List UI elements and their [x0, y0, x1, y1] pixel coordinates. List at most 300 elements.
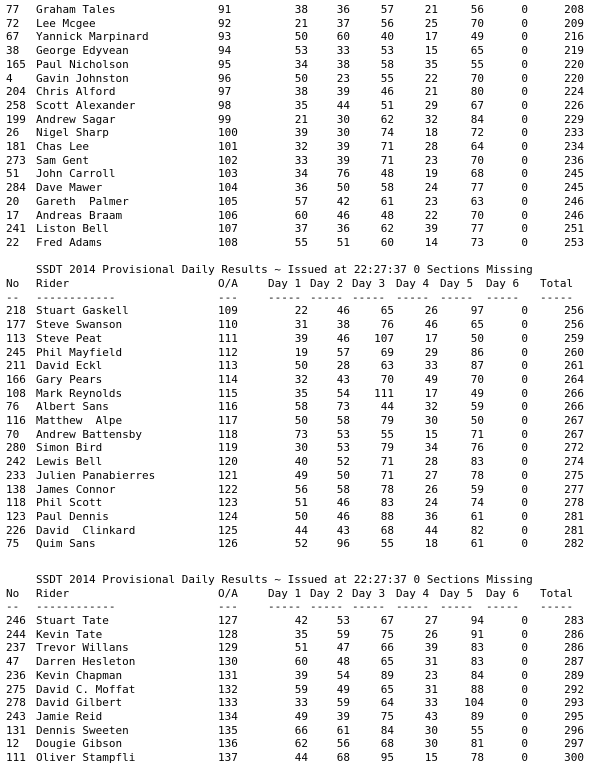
rider-name: Paul Nicholson: [36, 57, 129, 71]
overall-position: 110: [218, 318, 238, 332]
rider-number: 113: [6, 331, 26, 345]
day-1-score: 34: [294, 57, 308, 71]
day-5-score: 78: [470, 751, 484, 765]
rider-name: Quim Sans: [36, 537, 96, 551]
table-row: [0, 373, 600, 387]
day-2-score: 43: [336, 523, 350, 537]
rider-name: Graham Tales: [36, 3, 116, 16]
table-row: [0, 99, 600, 113]
rider-name: Matthew Alpe: [36, 414, 123, 427]
overall-position: 131: [218, 668, 238, 682]
rider-number: 38: [6, 44, 20, 58]
day-3-score: 74: [380, 126, 394, 140]
overall-position: 105: [218, 194, 238, 208]
day-5-score: 65: [470, 318, 484, 332]
day-4-score: 44: [424, 523, 438, 537]
day-1-score: 60: [294, 655, 308, 669]
day-5-score: 49: [470, 30, 484, 44]
day-5-score: 49: [470, 386, 484, 400]
day-6-score: 0: [521, 235, 528, 249]
rider-number: 166: [6, 372, 26, 386]
total-score: 293: [564, 696, 584, 710]
day-6-score: 0: [521, 318, 528, 332]
rider-number: 75: [6, 537, 20, 551]
rider-name: Fred Adams: [36, 235, 103, 249]
day-2-score: 39: [336, 85, 350, 99]
overall-position: 122: [218, 482, 238, 496]
total-score: 287: [564, 655, 584, 669]
day-4-score: 39: [424, 222, 438, 236]
overall-position: 98: [218, 98, 232, 112]
day-5-score: 78: [470, 468, 484, 482]
section-title: [0, 263, 600, 277]
day-1-score: 39: [294, 668, 308, 682]
overall-position-underline: ---: [218, 290, 238, 304]
day-4-score-header: Day 4: [396, 586, 430, 600]
rider-number: 284: [6, 181, 26, 195]
day-6-score: 0: [521, 30, 528, 44]
day-1-score: 36: [294, 181, 308, 195]
day-4-score: 22: [424, 71, 438, 85]
day-3-score: 57: [380, 3, 394, 16]
table-row: [0, 44, 600, 58]
day-5-score: 70: [470, 16, 484, 30]
day-5-score: 67: [470, 98, 484, 112]
total-score: 220: [564, 57, 584, 71]
rider-number: 241: [6, 222, 26, 236]
day-2-score: 37: [336, 16, 350, 30]
day-3-score: 66: [380, 641, 394, 655]
day-1-score: 60: [294, 208, 308, 222]
day-2-score: 76: [336, 167, 350, 181]
day-3-score: 44: [380, 400, 394, 414]
total-score: 256: [564, 318, 584, 332]
day-4-score: 33: [424, 696, 438, 710]
day-2-score: 30: [336, 112, 350, 126]
day-6-score: 0: [521, 696, 528, 710]
overall-position: 93: [218, 30, 232, 44]
day-5-score: 97: [470, 304, 484, 318]
rider-name: Kevin Tate: [36, 627, 103, 641]
rider-number: 76: [6, 400, 20, 414]
rider-number: 233: [6, 468, 26, 482]
rider-name: Dave Mawer: [36, 181, 103, 195]
day-2-score: 73: [336, 400, 350, 414]
day-2-score: 60: [336, 30, 350, 44]
table-row: [0, 222, 600, 236]
day-3-score: 48: [380, 167, 394, 181]
day-3-score: 46: [380, 85, 394, 99]
day-1-score: 21: [294, 16, 308, 30]
day-6-score-underline: -----: [486, 290, 520, 304]
rider-name: Steve Swanson: [36, 318, 123, 332]
table-row: [0, 414, 600, 428]
overall-position: 130: [218, 655, 238, 669]
rider-number: 246: [6, 614, 26, 628]
day-1-score: 49: [294, 709, 308, 723]
day-5-score: 71: [470, 427, 484, 441]
table-row: [0, 304, 600, 318]
day-2-score: 68: [336, 751, 350, 765]
day-5-score: 74: [470, 496, 484, 510]
day-5-score: 55: [470, 57, 484, 71]
table-row: [0, 751, 600, 765]
day-3-score: 83: [380, 496, 394, 510]
overall-position: 104: [218, 181, 238, 195]
day-5-score: 83: [470, 655, 484, 669]
day-1-score: 56: [294, 482, 308, 496]
rider-name: Scott Alexander: [36, 98, 136, 112]
day-6-score: 0: [521, 509, 528, 523]
day-3-score: 62: [380, 112, 394, 126]
rider-name: Paul Dennis: [36, 509, 109, 523]
day-6-score: 0: [521, 482, 528, 496]
day-1-score: 39: [294, 331, 308, 345]
day-4-score: 26: [424, 304, 438, 318]
rider-number: 278: [6, 696, 26, 710]
overall-position: 99: [218, 112, 232, 126]
day-3-score: 79: [380, 441, 394, 455]
overall-position: 113: [218, 359, 238, 373]
day-4-score: 46: [424, 318, 438, 332]
table-row: [0, 469, 600, 483]
total-score: 296: [564, 723, 584, 737]
day-5-score: 77: [470, 181, 484, 195]
day-3-score: 40: [380, 30, 394, 44]
table-row: [0, 140, 600, 154]
total-score: 246: [564, 194, 584, 208]
day-1-score: 32: [294, 372, 308, 386]
rider-name: Stuart Tate: [36, 614, 109, 628]
overall-position: 94: [218, 44, 232, 58]
rider-name: Lewis Bell: [36, 455, 103, 469]
rider-number: 199: [6, 112, 26, 126]
total-score: 219: [564, 44, 584, 58]
rider-name: Gareth Palmer: [36, 194, 129, 208]
rider-number: 273: [6, 153, 26, 167]
day-1-score: 73: [294, 427, 308, 441]
day-1-score: 38: [294, 85, 308, 99]
day-6-score: 0: [521, 455, 528, 469]
overall-position-underline: ---: [218, 600, 238, 614]
rider-name: Chas Lee: [36, 140, 89, 153]
rider-number: 211: [6, 359, 26, 373]
day-4-score: 14: [424, 235, 438, 249]
rider-name: Gavin Johnston: [36, 71, 129, 85]
day-3-score: 51: [380, 98, 394, 112]
day-6-score: 0: [521, 496, 528, 510]
day-1-score: 34: [294, 167, 308, 181]
table-row: [0, 428, 600, 442]
day-4-score-header: Day 4: [396, 277, 430, 290]
day-6-score-header: Day 6: [486, 586, 520, 600]
day-5-score: 77: [470, 222, 484, 236]
day-2-score: 46: [336, 331, 350, 345]
overall-position: 111: [218, 331, 238, 345]
day-3-score: 58: [380, 57, 394, 71]
table-row: [0, 641, 600, 655]
day-1-score: 44: [294, 751, 308, 765]
day-2-score: 39: [336, 153, 350, 167]
day-4-score: 17: [424, 30, 438, 44]
day-4-score: 21: [424, 85, 438, 99]
overall-position: 108: [218, 235, 238, 249]
day-6-score-underline: -----: [486, 600, 520, 614]
rider-number: 245: [6, 345, 26, 359]
overall-position: 129: [218, 641, 238, 655]
rider-number: 131: [6, 723, 26, 737]
day-1-score: 35: [294, 98, 308, 112]
day-5-score: 56: [470, 3, 484, 16]
day-5-score: 73: [470, 235, 484, 249]
day-1-score: 50: [294, 71, 308, 85]
day-3-score: 56: [380, 16, 394, 30]
day-4-score: 34: [424, 441, 438, 455]
table-row: [0, 400, 600, 414]
day-4-score: 23: [424, 668, 438, 682]
day-6-score: 0: [521, 751, 528, 765]
day-3-score: 65: [380, 655, 394, 669]
day-2-score: 61: [336, 723, 350, 737]
day-4-score-underline: -----: [396, 290, 430, 304]
day-2-score: 47: [336, 641, 350, 655]
overall-position: 125: [218, 523, 238, 537]
day-3-score: 61: [380, 194, 394, 208]
table-row: [0, 318, 600, 332]
day-4-score: 28: [424, 455, 438, 469]
day-4-score: 33: [424, 359, 438, 373]
day-1-score: 37: [294, 222, 308, 236]
table-row: [0, 113, 600, 127]
total-score: 259: [564, 331, 584, 345]
day-1-score: 62: [294, 737, 308, 751]
day-5-score: 70: [470, 372, 484, 386]
total-score: 274: [564, 455, 584, 469]
day-1-score: 21: [294, 112, 308, 126]
day-1-score: 30: [294, 441, 308, 455]
total-score: 253: [564, 235, 584, 249]
day-4-score: 26: [424, 627, 438, 641]
day-6-score: 0: [521, 85, 528, 99]
total-score: 286: [564, 627, 584, 641]
day-6-score: 0: [521, 668, 528, 682]
day-4-score: 36: [424, 509, 438, 523]
overall-position: 127: [218, 614, 238, 628]
overall-position: 136: [218, 737, 238, 751]
day-1-score: 55: [294, 235, 308, 249]
rider-name: Phil Scott: [36, 496, 103, 510]
rider-name: Kevin Chapman: [36, 668, 123, 682]
day-2-score-underline: -----: [310, 290, 344, 304]
day-3-score: 64: [380, 696, 394, 710]
day-5-score: 72: [470, 126, 484, 140]
rider-name: Dougie Gibson: [36, 737, 123, 751]
day-5-score: 70: [470, 208, 484, 222]
day-6-score: 0: [521, 614, 528, 628]
overall-position: 100: [218, 126, 238, 140]
overall-position: 117: [218, 414, 238, 427]
table-row: [0, 346, 600, 360]
section-title: [0, 573, 600, 587]
table-row: [0, 126, 600, 140]
day-4-score: 26: [424, 482, 438, 496]
day-1-score: 53: [294, 44, 308, 58]
total-score: 209: [564, 16, 584, 30]
day-1-score: 35: [294, 627, 308, 641]
rider-number: 237: [6, 641, 26, 655]
day-1-score: 49: [294, 468, 308, 482]
day-3-score: 67: [380, 614, 394, 628]
day-4-score: 17: [424, 386, 438, 400]
table-row: [0, 332, 600, 346]
day-4-score: 35: [424, 57, 438, 71]
day-3-score: 71: [380, 153, 394, 167]
header-underline: [0, 600, 600, 614]
overall-position-header: O/A: [218, 277, 238, 290]
day-6-score: 0: [521, 222, 528, 236]
day-4-score: 30: [424, 414, 438, 427]
rider-name-header: Rider: [36, 277, 70, 290]
total-score: 234: [564, 140, 584, 153]
day-1-score: 51: [294, 641, 308, 655]
rider-name-header: Rider: [36, 586, 70, 600]
rider-name: Simon Bird: [36, 441, 103, 455]
table-row: [0, 441, 600, 455]
day-1-score: 51: [294, 496, 308, 510]
day-4-score: 23: [424, 153, 438, 167]
day-2-score: 59: [336, 627, 350, 641]
rider-number: 177: [6, 318, 26, 332]
total-score: 297: [564, 737, 584, 751]
total-score-header: Total: [540, 586, 574, 600]
day-4-score: 32: [424, 400, 438, 414]
rider-number: 72: [6, 16, 20, 30]
day-3-score: 111: [374, 386, 394, 400]
overall-position: 107: [218, 222, 238, 236]
day-3-score: 65: [380, 304, 394, 318]
day-2-score-header: Day 2: [310, 586, 344, 600]
day-3-score: 89: [380, 668, 394, 682]
day-6-score: 0: [521, 140, 528, 153]
overall-position: 112: [218, 345, 238, 359]
day-5-score: 104: [464, 696, 484, 710]
rider-name: Yannick Marpinard: [36, 30, 149, 44]
rider-number: 111: [6, 751, 26, 765]
day-3-score: 65: [380, 682, 394, 696]
rider-number: 47: [6, 655, 20, 669]
rider-number: 116: [6, 414, 26, 427]
day-6-score: 0: [521, 345, 528, 359]
total-score: 266: [564, 400, 584, 414]
table-row: [0, 3, 600, 17]
day-4-score: 17: [424, 331, 438, 345]
rider-number: 77: [6, 3, 20, 16]
day-6-score: 0: [521, 57, 528, 71]
rider-name: Jamie Reid: [36, 709, 103, 723]
overall-position: 137: [218, 751, 238, 765]
day-3-score: 55: [380, 71, 394, 85]
day-1-score: 35: [294, 386, 308, 400]
day-4-score: 18: [424, 537, 438, 551]
day-3-score: 55: [380, 537, 394, 551]
table-row: [0, 655, 600, 669]
day-2-score: 50: [336, 181, 350, 195]
rider-name: Nigel Sharp: [36, 126, 109, 140]
day-6-score: 0: [521, 126, 528, 140]
day-3-score: 71: [380, 140, 394, 153]
overall-position: 114: [218, 372, 238, 386]
day-2-score: 38: [336, 57, 350, 71]
day-1-score: 22: [294, 304, 308, 318]
day-2-score-underline: -----: [310, 600, 344, 614]
day-4-score: 32: [424, 112, 438, 126]
rider-number: 244: [6, 627, 26, 641]
day-3-score: 78: [380, 482, 394, 496]
table-row: [0, 72, 600, 86]
total-score: 233: [564, 126, 584, 140]
day-5-score: 86: [470, 345, 484, 359]
total-score: 208: [564, 3, 584, 16]
rider-name: Julien Panabierres: [36, 468, 156, 482]
rider-number: 275: [6, 682, 26, 696]
day-3-score: 68: [380, 523, 394, 537]
overall-position: 106: [218, 208, 238, 222]
day-2-score: 44: [336, 98, 350, 112]
day-1-score: 39: [294, 126, 308, 140]
total-score: 275: [564, 468, 584, 482]
rider-number-underline: --: [6, 600, 20, 614]
day-1-score: 57: [294, 194, 308, 208]
rider-name: Chris Alford: [36, 85, 116, 99]
overall-position: 123: [218, 496, 238, 510]
day-6-score: 0: [521, 181, 528, 195]
rider-name: Stuart Gaskell: [36, 304, 129, 318]
day-3-score: 71: [380, 455, 394, 469]
day-5-score: 94: [470, 614, 484, 628]
day-2-score: 53: [336, 427, 350, 441]
overall-position: 119: [218, 441, 238, 455]
day-3-score: 70: [380, 372, 394, 386]
rider-name: Andreas Braam: [36, 208, 123, 222]
day-3-score: 53: [380, 44, 394, 58]
rider-name: Oliver Stampfli: [36, 751, 136, 765]
total-score: 277: [564, 482, 584, 496]
table-row: [0, 387, 600, 401]
day-6-score: 0: [521, 372, 528, 386]
total-score: 260: [564, 345, 584, 359]
day-2-score: 30: [336, 126, 350, 140]
day-3-score: 71: [380, 468, 394, 482]
day-6-score: 0: [521, 737, 528, 751]
day-6-score: 0: [521, 359, 528, 373]
day-6-score: 0: [521, 468, 528, 482]
day-6-score: 0: [521, 304, 528, 318]
table-row: [0, 724, 600, 738]
day-4-score: 39: [424, 641, 438, 655]
table-row: [0, 524, 600, 538]
day-3-score-underline: -----: [352, 600, 386, 614]
day-1-score: 50: [294, 414, 308, 427]
overall-position-header: O/A: [218, 586, 238, 600]
overall-position: 115: [218, 386, 238, 400]
day-1-score-underline: -----: [268, 600, 302, 614]
total-score: 292: [564, 682, 584, 696]
day-2-score: 51: [336, 235, 350, 249]
day-3-score: 68: [380, 737, 394, 751]
day-6-score: 0: [521, 112, 528, 126]
rider-number-underline: --: [6, 290, 20, 304]
day-5-score: 84: [470, 112, 484, 126]
